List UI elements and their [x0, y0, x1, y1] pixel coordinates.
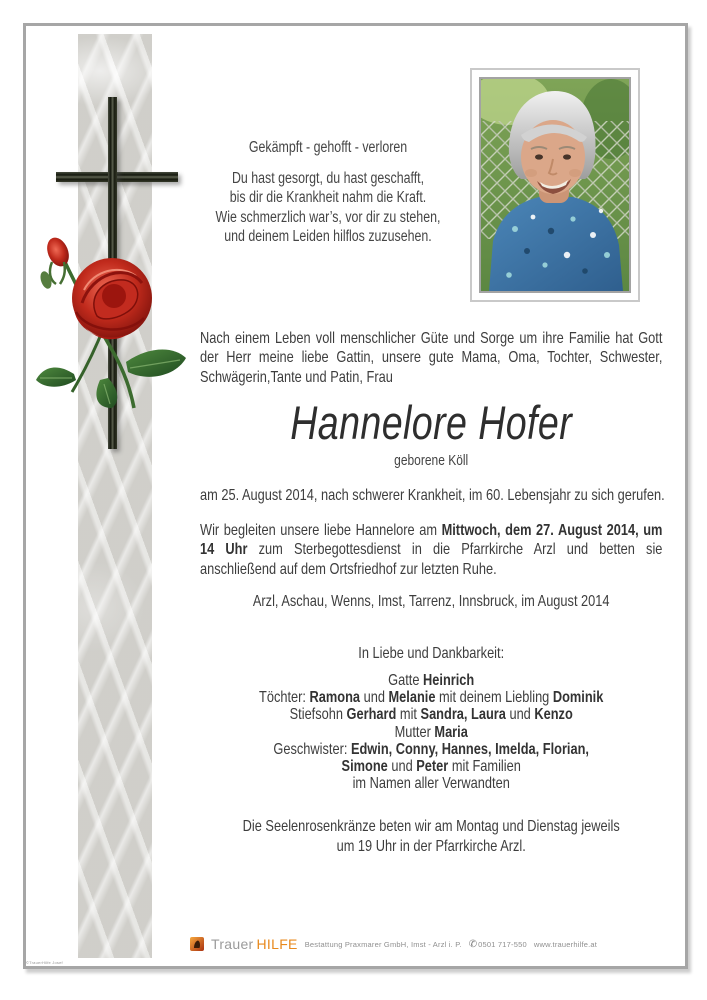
rose-icon: [34, 222, 192, 410]
brand-suffix: HILFE: [256, 936, 298, 952]
deceased-name: Hannelore Hofer: [290, 396, 573, 449]
company-line: Bestattung Praxmarer GmbH, Imst - Arzl i. P.: [304, 939, 462, 949]
funeral-paragraph: Wir begleiten unsere liebe Hannelore am Mittwoch, dem 27. August 2014, um 14 Uhr zum Sterbegottesdienst in die Pfarrkirche Arzl und betten sie anschließend auf dem Ortsfriedhof zur letzten Ruhe.: [200, 522, 663, 578]
cross-icon: [56, 172, 178, 182]
memorial-card: [23, 23, 688, 969]
family-line: Mutter Maria: [394, 723, 468, 741]
maiden-name: geborene Köll: [394, 452, 469, 469]
death-date-line: am 25. August 2014, nach schwerer Krankheit, im 60. Lebensjahr zu sich gerufen.: [200, 487, 665, 504]
rosary-line: Die Seelenrosenkränze beten wir am Montag und Dienstag jeweils: [242, 818, 620, 835]
brand-name: [211, 936, 298, 952]
poem-line: Wie schmerzlich war’s, vor dir zu stehen,: [215, 208, 441, 226]
poem-line: bis dir die Krankheit nahm die Kraft.: [229, 189, 427, 207]
family-line: Stiefsohn Gerhard mit Sandra, Laura und Kenzo: [289, 706, 573, 724]
footer: [190, 934, 597, 954]
trauerhilfe-logo-icon: [190, 937, 204, 951]
towns-line: Arzl, Aschau, Wenns, Imst, Tarrenz, Innsbruck, im August 2014: [252, 593, 610, 610]
gratitude-line: In Liebe und Dankbarkeit:: [358, 645, 505, 662]
website: www.trauerhilfe.at: [533, 939, 598, 949]
family-line: Gatte Heinrich: [388, 672, 475, 689]
family-line: Töchter: Ramona und Melanie mit deinem Liebling Dominik: [259, 689, 604, 707]
motto-line: Gekämpft - gehofft - verloren: [248, 139, 408, 156]
brand-prefix: Trauer: [211, 936, 254, 952]
phone-number: 0501 717-550: [478, 939, 527, 949]
portrait-photo-frame: [470, 68, 640, 302]
poem-line: Du hast gesorgt, du hast geschafft,: [231, 170, 425, 188]
family-line: im Namen aller Verwandten: [352, 775, 510, 793]
opening-poem: [196, 138, 460, 246]
rosary-paragraph: [200, 817, 662, 856]
family-line: Geschwister: Edwin, Conny, Hannes, Imelda, Florian,: [273, 740, 589, 758]
rosary-line: um 19 Uhr in der Pfarrkirche Arzl.: [336, 837, 526, 855]
family-list: [200, 672, 662, 792]
poem-line: und deinem Leiden hilflos zuzusehen.: [224, 227, 432, 245]
portrait-photo: [479, 77, 631, 293]
copyright-note: ©TrauerHilfe Josef: [26, 960, 63, 965]
phone: [469, 939, 527, 950]
intro-paragraph: Nach einem Leben voll menschlicher Güte und Sorge um ihre Familie hat Gott der Herr meine liebe Gattin, unsere gute Mama, Oma, Tochter, Schwester, Schwägerin,Tante und Patin, Frau: [200, 330, 663, 386]
phone-icon: ✆: [468, 938, 478, 950]
family-line: Simone und Peter mit Familien: [341, 758, 521, 776]
